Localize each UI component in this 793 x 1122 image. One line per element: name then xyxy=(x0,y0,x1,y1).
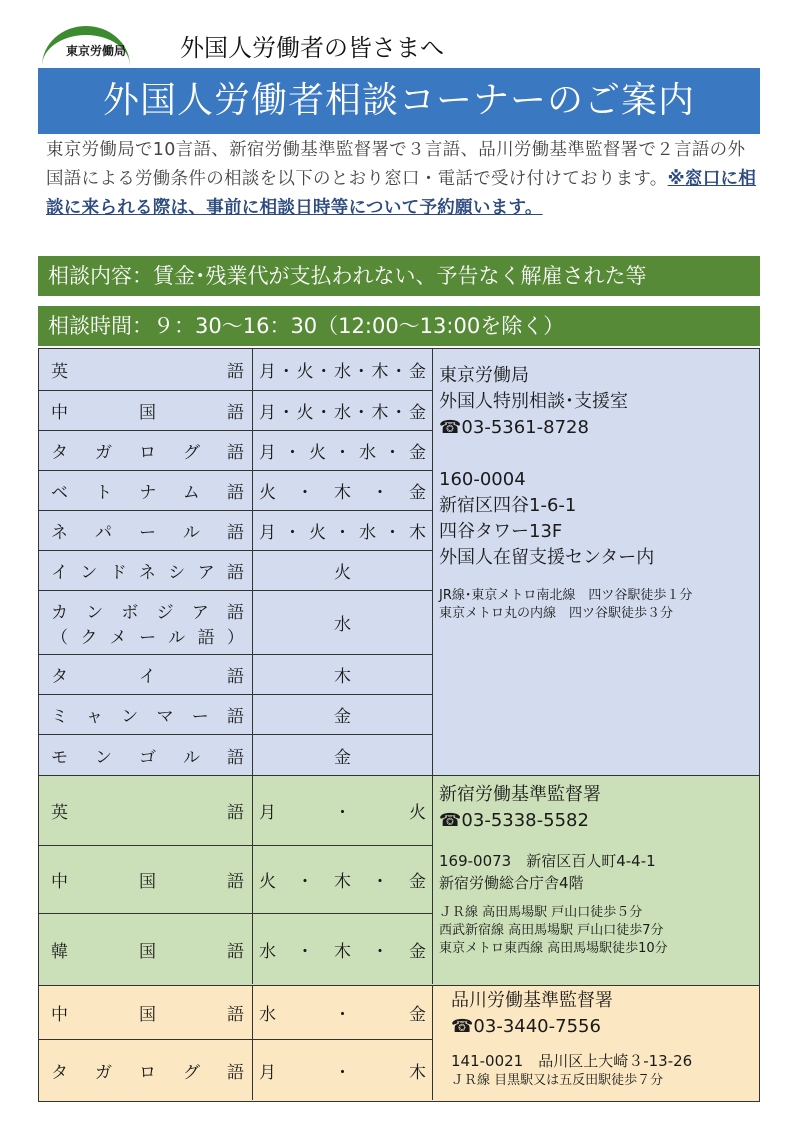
office-phone: ☎03-5338-5582 xyxy=(439,810,589,831)
days-cell: 月･火･水･金 xyxy=(259,443,426,463)
language-cell: タガログ語 xyxy=(51,1062,246,1083)
office-name: 東京労働局 xyxy=(439,365,529,386)
days-cell: 月･火･水･木･金 xyxy=(259,403,426,423)
intro-text: 東京労働局で10言語、新宿労働基準監督署で３言語、品川労働基準監督署で２言語の外国語による労働条件の相談を以下のとおり窓口・電話で受け付けております。 xyxy=(46,140,746,189)
language-cell: タイ語 xyxy=(51,667,246,687)
reservation-note: ※窓口に相談に来られる際は、事前に相談日時等について予約願います。 xyxy=(46,169,757,218)
language-cell: 英語 xyxy=(51,362,246,382)
consultation-table xyxy=(38,348,760,1102)
language-cell: ベトナム語 xyxy=(51,483,246,503)
days-cell: 金 xyxy=(334,747,351,768)
header xyxy=(38,22,760,66)
days-cell: 月･火 xyxy=(259,803,426,823)
language-cell: 英語 xyxy=(51,803,246,823)
days-cell: 水 xyxy=(334,615,351,635)
consult-content-bar: 相談内容：賃金･残業代が支払われない、予告なく解雇された等 xyxy=(38,256,760,296)
office-department: 外国人特別相談･支援室 xyxy=(439,391,628,412)
days-cell: 火 xyxy=(334,563,351,583)
days-cell: 水･金 xyxy=(259,1005,426,1025)
shinjuku-section xyxy=(39,775,759,985)
days-cell: 火･木･金 xyxy=(259,483,426,503)
language-cell: 中国語 xyxy=(51,1005,246,1025)
office-address: 新宿区四谷1-6-1 xyxy=(439,495,577,516)
days-cell: 月･火･水･木 xyxy=(259,523,426,543)
days-cell: 木 xyxy=(334,667,351,687)
language-cell: 韓国語 xyxy=(51,941,246,962)
language-cell: ミャンマー語 xyxy=(51,707,246,727)
page-title: 外国人労働者相談コーナーのご案内 xyxy=(38,68,760,134)
office-access: 東京メトロ丸の内線 四ツ谷駅徒歩３分 xyxy=(439,606,674,621)
office-access: ＪＲ線 高田馬場駅 戸山口徒歩５分 xyxy=(439,905,643,920)
days-cell: 金 xyxy=(334,707,351,727)
office-phone: ☎03-3440-7556 xyxy=(451,1016,601,1037)
office-postal-code: 160-0004 xyxy=(439,469,526,490)
office-access: ＪＲ線 目黒駅又は五反田駅徒歩７分 xyxy=(451,1073,664,1088)
office-phone: ☎03-5361-8728 xyxy=(439,417,589,438)
intro-paragraph xyxy=(46,136,758,223)
greeting: 外国人労働者の皆さまへ xyxy=(180,34,444,62)
consult-hours-bar: 相談時間：９：30～16：30（12:00～13:00を除く） xyxy=(38,306,760,346)
days-cell: 水･木･金 xyxy=(259,941,426,962)
language-cell: カンボジア語 xyxy=(51,602,246,623)
tokyo-office-info xyxy=(439,363,755,623)
office-access: 西武新宿線 高田馬場駅 戸山口徒歩7分 xyxy=(439,923,664,938)
office-name: 品川労働基準監督署 xyxy=(451,990,613,1011)
tokyo-section xyxy=(39,349,759,775)
shinagawa-section xyxy=(39,985,759,1101)
language-cell: 中国語 xyxy=(51,403,246,423)
language-cell: モンゴル語 xyxy=(51,747,246,768)
language-cell-sub: （クメール語） xyxy=(51,627,246,648)
language-cell: 中国語 xyxy=(51,872,246,892)
office-address: 外国人在留支援センター内 xyxy=(439,547,655,568)
office-access: JR線･東京メトロ南北線 四ツ谷駅徒歩１分 xyxy=(439,588,693,603)
office-address: 169-0073 新宿区百人町4-4-1 xyxy=(439,852,656,870)
days-cell: 月･火･水･木･金 xyxy=(259,362,426,382)
language-cell: タガログ語 xyxy=(51,443,246,463)
language-cell: ネパール語 xyxy=(51,523,246,543)
days-cell: 月･木 xyxy=(259,1062,426,1083)
shinjuku-office-info xyxy=(439,782,755,958)
logo-text: 東京労働局 xyxy=(66,44,127,58)
days-cell: 火･木･金 xyxy=(259,872,426,892)
office-address: 新宿労働総合庁舎4階 xyxy=(439,874,584,892)
shinagawa-office-info xyxy=(451,988,767,1090)
office-address: 141-0021 品川区上大崎３-13-26 xyxy=(451,1052,693,1070)
language-cell: インドネシア語 xyxy=(51,563,246,583)
office-name: 新宿労働基準監督署 xyxy=(439,784,601,805)
tokyo-labour-bureau-logo xyxy=(38,22,138,66)
office-access: 東京メトロ東西線 高田馬場駅徒歩10分 xyxy=(439,941,668,956)
office-address: 四谷タワー13F xyxy=(439,521,563,542)
